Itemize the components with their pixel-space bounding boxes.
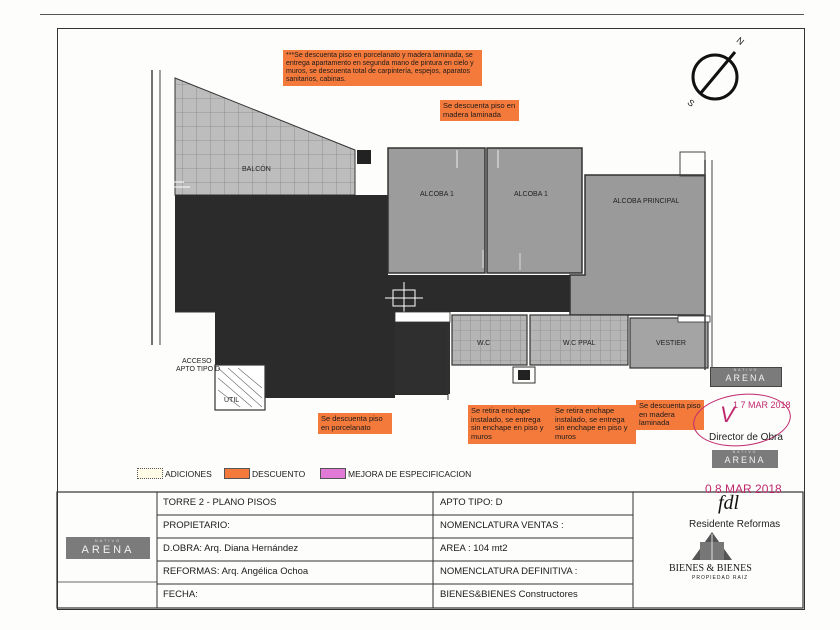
bienes-logo-icon	[690, 528, 734, 562]
arena-logo-titleblock	[66, 537, 150, 559]
tb-apto: APTO TIPO: D	[440, 497, 503, 508]
arena-stamp-1-small: NATIVO	[733, 368, 759, 372]
stamp-director: Director de Obra	[709, 432, 783, 443]
tb-constructores: BIENES&BIENES Constructores	[440, 589, 578, 600]
arena-stamp-1-text: ARENA	[725, 373, 767, 383]
room-label-alcoba-principal: ALCOBA PRINCIPAL	[613, 198, 680, 205]
note-wc-ppal: Se retira enchape instalado, se entrega sin enchape en piso y muros	[552, 405, 636, 444]
arena-stamp-2	[712, 450, 778, 468]
tb-nomenclatura-ventas: NOMENCLATURA VENTAS :	[440, 520, 564, 531]
tb-dobra: D.OBRA: Arq. Diana Hernández	[163, 543, 299, 554]
arena-stamp-2-small: NATIVO	[732, 450, 758, 454]
stamp-residente: Residente Reformas	[689, 519, 781, 530]
tb-nomenclatura-definitiva: NOMENCLATURA DEFINITIVA :	[440, 566, 578, 577]
note-porcelanato: Se descuenta piso en porcelanato	[318, 413, 392, 434]
stamp-date-2: 0 8 MAR 2018	[705, 482, 782, 496]
tb-fecha: FECHA:	[163, 589, 198, 600]
arena-stamp-1	[710, 367, 782, 387]
stamp-signature-1: V	[720, 402, 735, 427]
stamp-signature-2: fdl	[718, 492, 740, 514]
note-vestier: Se descuenta piso en madera laminada	[636, 400, 704, 430]
bienes-logo-sub: PROPIEDAD RAIZ	[692, 575, 749, 581]
note-wc: Se retira enchape instalado, se entrega sin enchape en piso y muros	[468, 405, 552, 444]
note-general: ***Se descuenta piso en porcelanato y madera laminada, se entrega apartamento en segunda mano de pintura en cielo y muros, se descuenta total de carpintería, espejos, aparatos sanitarios, cabinas.	[283, 50, 482, 86]
stamp-date-1: 1 7 MAR 2018	[733, 400, 791, 410]
room-label-balcon: BALCÓN	[242, 166, 271, 173]
room-label-alcoba-1a: ALCOBA 1	[420, 191, 454, 198]
tb-area: AREA : 104 mt2	[440, 543, 508, 554]
arena-logo-text: ARENA	[81, 544, 135, 556]
room-label-acceso: ACCESO	[182, 358, 212, 365]
room-label-wc-ppal: W.C PPAL	[563, 340, 596, 347]
legend-descuento-label: DESCUENTO	[252, 468, 306, 479]
tb-torre: TORRE 2 - PLANO PISOS	[163, 497, 277, 508]
compass-north-label: N	[734, 35, 746, 47]
room-label-vestier: VESTIER	[656, 340, 686, 347]
compass-south-label: S	[685, 97, 697, 109]
room-label-wc: W.C	[477, 340, 491, 347]
legend-adiciones-label: ADICIONES	[165, 468, 212, 479]
arena-logo-small-text: NATIVO	[94, 538, 122, 543]
bienes-logo-text: BIENES & BIENES	[669, 563, 752, 574]
tb-propietario: PROPIETARIO:	[163, 520, 230, 531]
tb-reformas: REFORMAS: Arq. Angélica Ochoa	[163, 566, 309, 577]
arena-stamp-2-text: ARENA	[724, 455, 766, 465]
note-alcobas: Se descuenta piso en madera laminada	[440, 100, 519, 121]
room-label-alcoba-1b: ALCOBA 1	[514, 191, 548, 198]
room-label-acceso-tipo: APTO TIPO D	[176, 366, 221, 373]
legend-mejora-label: MEJORA DE ESPECIFICACION	[348, 468, 472, 479]
room-label-util: UTIL	[224, 397, 240, 404]
